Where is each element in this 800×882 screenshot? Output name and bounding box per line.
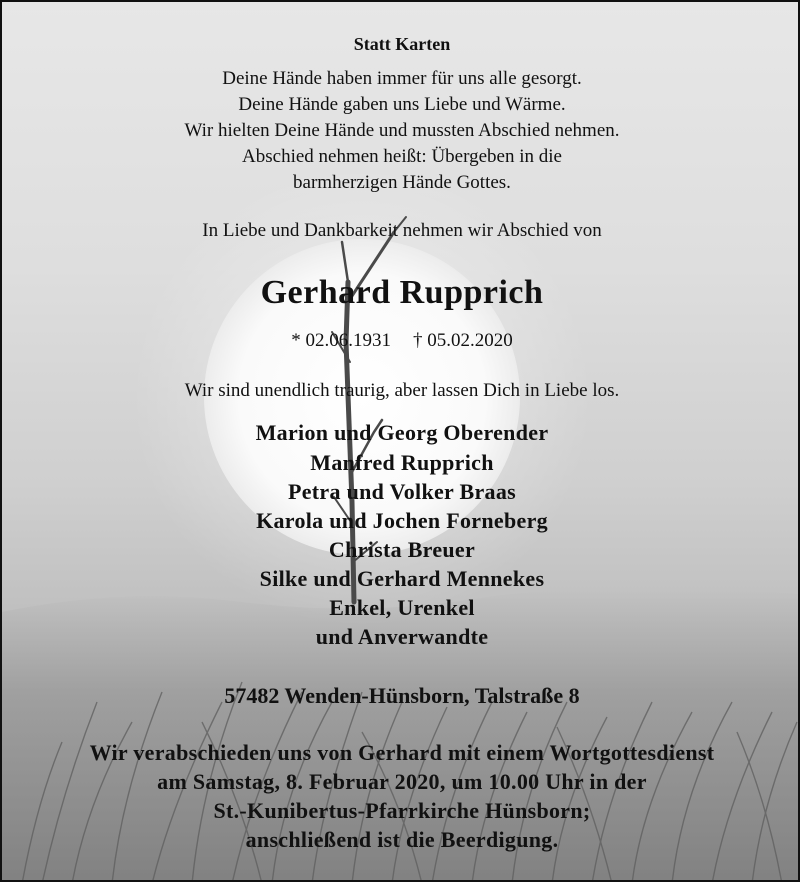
poem-line: Deine Hände gaben uns Liebe und Wärme. [238,94,566,115]
birth-date: * 02.06.1931 [291,330,391,351]
service-info-line: anschließend ist die Beerdigung. [245,827,559,852]
deceased-name: Gerhard Rupprich [260,274,544,311]
intro-text: In Liebe und Dankbarkeit nehmen wir Abschied von [202,220,602,241]
header-statt-karten: Statt Karten [353,34,451,54]
mourner-name: Manfred Rupprich [310,450,494,475]
service-info-line: am Samstag, 8. Februar 2020, um 10.00 Uhr in der [157,769,647,794]
life-dates [2,330,800,352]
poem-line: Deine Hände haben immer für uns alle gesorgt. [222,68,582,89]
poem-line: Abschied nehmen heißt: Übergeben in die [242,146,562,167]
mourner-name: und Anverwandte [315,624,489,649]
mourner-name: Marion und Georg Oberender [255,420,549,445]
death-date: † 05.02.2020 [413,330,513,351]
mourner-name: Christa Breuer [328,537,476,562]
service-info-line: St.-Kunibertus-Pfarrkirche Hünsborn; [213,798,591,823]
poem-line: barmherzigen Hände Gottes. [293,172,511,193]
mourner-name: Petra und Volker Braas [287,479,517,504]
poem-line: Wir hielten Deine Hände und mussten Abschied nehmen. [184,120,620,141]
mourner-name: Enkel, Urenkel [329,595,475,620]
address: 57482 Wenden-Hünsborn, Talstraße 8 [224,683,580,708]
mourner-name: Karola und Jochen Forneberg [256,508,548,533]
mourner-name: Silke und Gerhard Mennekes [259,566,545,591]
service-info-line: Wir verabschieden uns von Gerhard mit einem Wortgottesdienst [89,740,715,765]
farewell-text: Wir sind unendlich traurig, aber lassen Dich in Liebe los. [184,380,620,401]
